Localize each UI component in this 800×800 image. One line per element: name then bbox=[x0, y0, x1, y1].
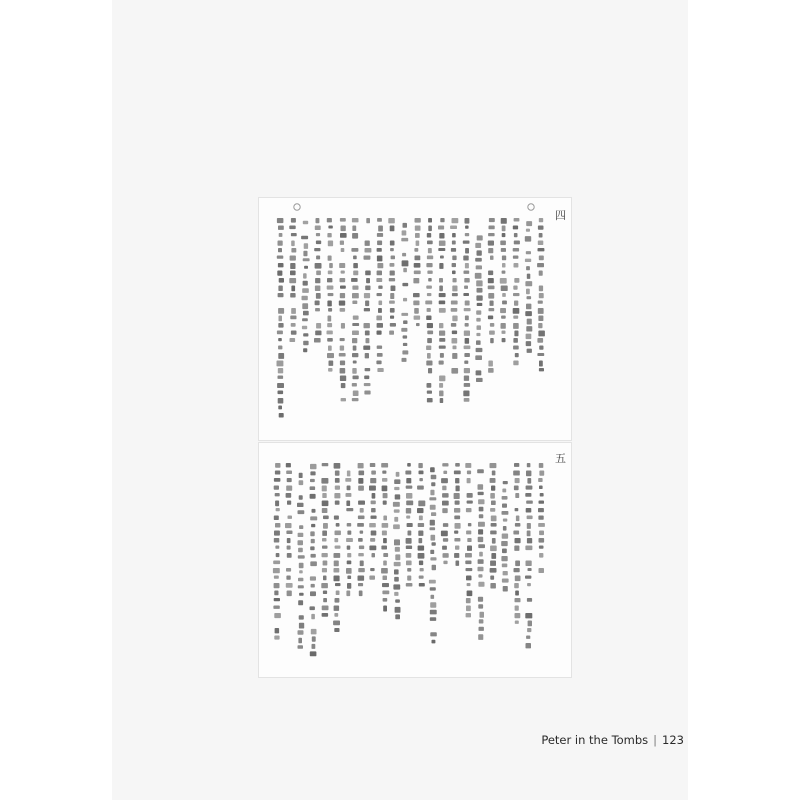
punch-hole-icon bbox=[294, 204, 300, 210]
punch-hole-icon bbox=[528, 204, 534, 210]
manuscript-page-scan-bottom bbox=[258, 442, 572, 678]
handwritten-chinese-text bbox=[259, 443, 571, 677]
page-number: 123 bbox=[662, 733, 684, 747]
page-footer bbox=[464, 733, 684, 747]
handwritten-chinese-text bbox=[259, 198, 571, 440]
running-title: Peter in the Tombs bbox=[541, 733, 649, 747]
manuscript-page-scan-top bbox=[258, 197, 572, 441]
manuscript-page-mark: 四 bbox=[555, 209, 566, 222]
footer-separator: | bbox=[653, 733, 658, 747]
manuscript-page-mark: 五 bbox=[555, 452, 566, 465]
